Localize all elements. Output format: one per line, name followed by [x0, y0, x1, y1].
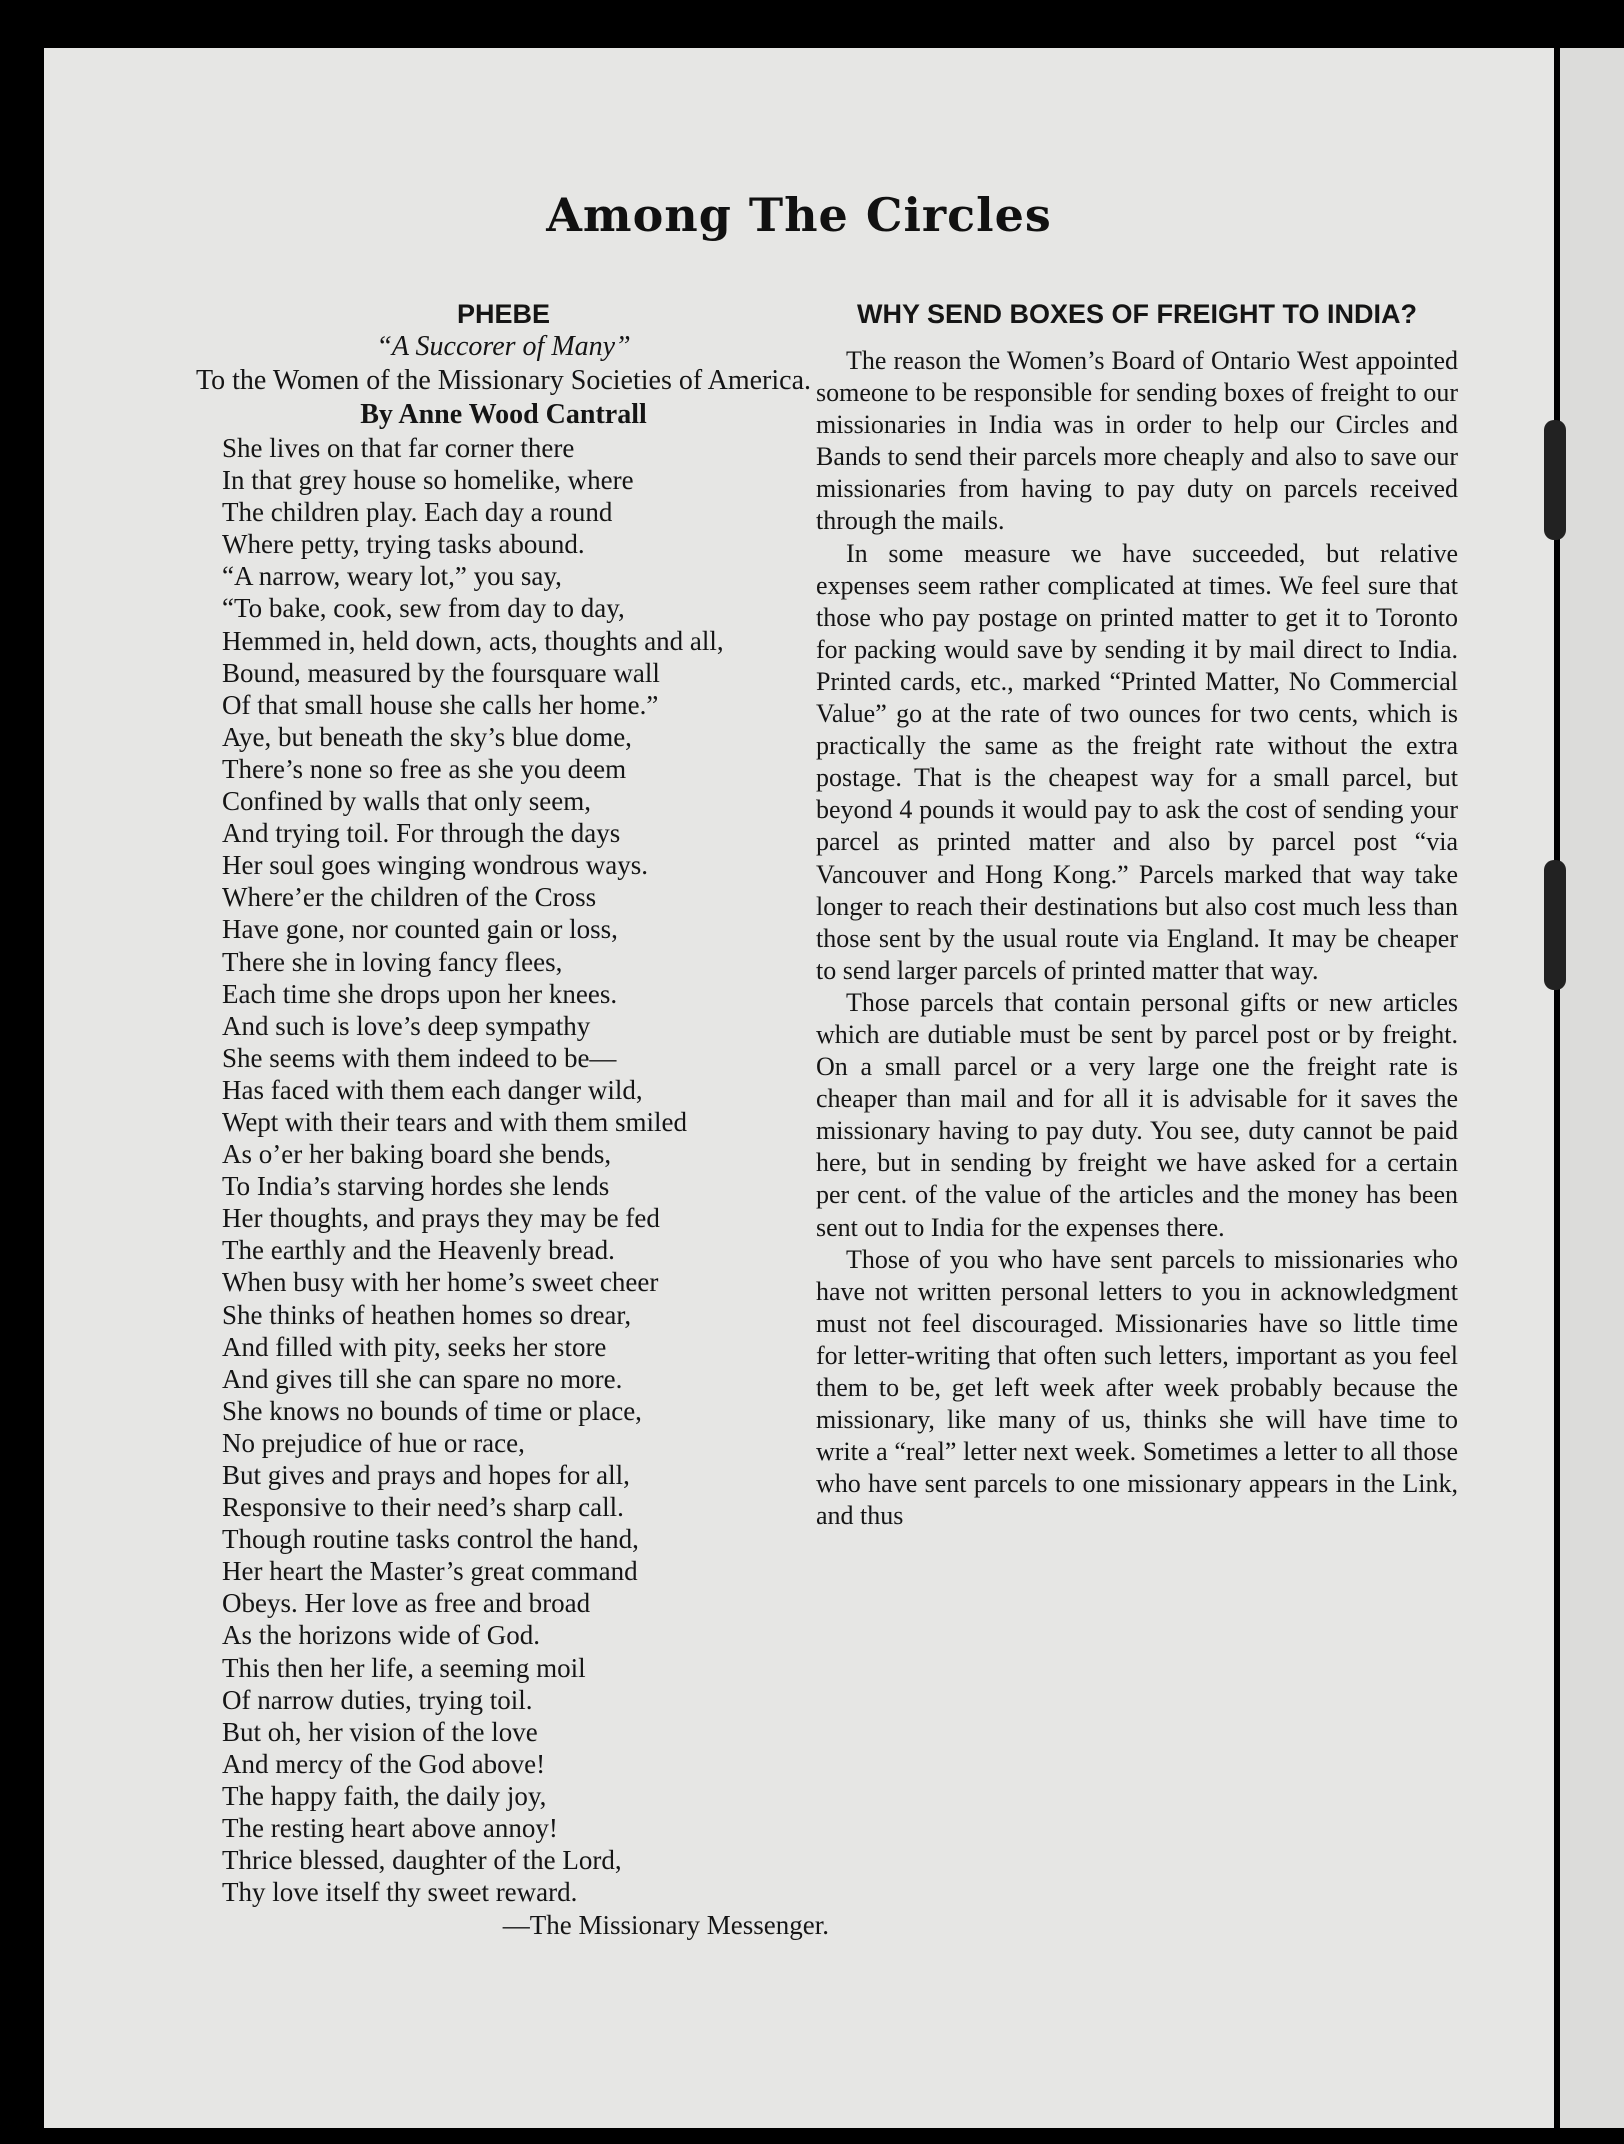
poem-line: Where’er the children of the Cross: [222, 882, 597, 913]
poem-line: And trying toil. For through the days: [222, 818, 621, 849]
poem-line: Confined by walls that only seem,: [222, 786, 591, 817]
poem-line: The happy faith, the daily joy,: [222, 1780, 547, 1811]
binding-mark: [1544, 860, 1566, 990]
poem-line: Thy love itself thy sweet reward.: [222, 1877, 578, 1908]
poem-line: Thrice blessed, daughter of the Lord,: [222, 1845, 622, 1876]
section-masthead: Among The Circles: [546, 188, 1052, 242]
poem-column: [176, 298, 831, 1942]
poem-line: And mercy of the God above!: [222, 1748, 546, 1779]
poem-line: Her heart the Master’s great command: [222, 1556, 638, 1587]
article-paragraph: Those parcels that contain personal gifts or new articles which are dutiable must be sent by parcel post or by freight. On a small parcel or a very large one the freight rate is cheaper than mail and for all it is advisable for it saves the missionary having to pay duty. You see, duty cannot be paid here, but in sending by freight we have asked for a certain per cent. of the value of the articles and the money has been sent out to India for the expenses there.: [816, 987, 1458, 1242]
poem-line: She lives on that far corner there: [222, 433, 575, 463]
poem-line: Her soul goes winging wondrous ways.: [222, 850, 648, 881]
adjacent-page-edge: [1560, 48, 1624, 2128]
poem-line: In that grey house so homelike, where: [222, 465, 634, 496]
article-paragraph: Those of you who have sent parcels to missionaries who have not written personal letters to you in acknowledgment must not feel discouraged. Missionaries have so little time for letter-writing that often such letters, important as you feel them to be, get left week after week probably because the missionary, like many of us, thinks she will have time to write a “real” letter next week. Sometimes a letter to all those who have sent parcels to one missionary appears in the Link, and thus: [816, 1244, 1458, 1531]
article-paragraph: The reason the Women’s Board of Ontario West appointed someone to be responsible for sending boxes of freight to our missionaries in India was in order to help our Circles and Bands to send their parcels more cheaply and also to save our missionaries from having to pay duty on parcels received through the mails.: [816, 346, 1458, 536]
poem-line: And such is love’s deep sympathy: [222, 1010, 591, 1041]
poem-line: She thinks of heathen homes so drear,: [222, 1299, 632, 1330]
article-title: WHY SEND BOXES OF FREIGHT TO INDIA?: [856, 299, 1418, 329]
poem-line: As the horizons wide of God.: [222, 1620, 540, 1651]
poem-line: No prejudice of hue or race,: [222, 1427, 525, 1458]
poem-line: Wept with their tears and with them smiled: [222, 1106, 687, 1137]
poem-lines: [176, 432, 831, 1908]
poem-line: But gives and prays and hopes for all,: [222, 1460, 630, 1490]
poem-line: She knows no bounds of time or place,: [222, 1395, 642, 1426]
poem-line: Bound, measured by the foursquare wall: [222, 657, 660, 688]
poem-line: As o’er her baking board she bends,: [222, 1139, 612, 1170]
poem-line: This then her life, a seeming moil: [222, 1652, 586, 1683]
poem-line: And gives till she can spare no more.: [222, 1363, 623, 1394]
article-column: [816, 298, 1458, 1532]
poem-dedication: To the Women of the Missionary Societies of America.: [195, 365, 812, 396]
binding-mark: [1544, 420, 1566, 540]
poem-line: To India’s starving hordes she lends: [222, 1171, 610, 1202]
poem-title: PHEBE: [456, 299, 551, 329]
poem-line: Of narrow duties, trying toil.: [222, 1684, 533, 1715]
poem-line: Responsive to their need’s sharp call.: [222, 1492, 624, 1523]
poem-line: “A narrow, weary lot,” you say,: [222, 561, 562, 592]
poem-line: And filled with pity, seeks her store: [222, 1331, 607, 1362]
poem-line: Though routine tasks control the hand,: [222, 1524, 639, 1555]
magazine-page: [44, 48, 1554, 2128]
poem-line: The earthly and the Heavenly bread.: [222, 1235, 615, 1266]
poem-line: She seems with them indeed to be—: [222, 1042, 617, 1073]
poem-line: There she in loving fancy flees,: [222, 946, 563, 977]
poem-line: “To bake, cook, sew from day to day,: [222, 593, 625, 624]
poem-line: Where petty, trying tasks abound.: [222, 529, 585, 560]
poem-line: Aye, but beneath the sky’s blue dome,: [222, 721, 632, 752]
poem-line: Obeys. Her love as free and broad: [222, 1588, 591, 1619]
poem-credit: —The Missionary Messenger.: [502, 1910, 829, 1941]
poem-line: But oh, her vision of the love: [222, 1716, 538, 1747]
poem-line: Has faced with them each danger wild,: [222, 1074, 643, 1105]
article-paragraph: In some measure we have succeeded, but relative expenses seem rather complicated at times. We feel sure that those who pay postage on printed matter to get it to Toronto for packing would save by sending it by mail direct to India. Printed cards, etc., marked “Printed Matter, No Commercial Value” go at the rate of two ounces for two cents, which is practically the same as the freight rate without the extra postage. That is the cheapest way for a small parcel, but beyond 4 pounds it would pay to ask the cost of sending your parcel as printed matter and also by parcel post “via Vancouver and Hong Kong.” Parcels marked that way take longer to reach their destinations but also cost much less than those sent by the usual route via England. It may be cheaper to send larger parcels of printed matter that way.: [816, 538, 1458, 985]
poem-line: There’s none so free as she you deem: [222, 753, 627, 784]
poem-line: The resting heart above annoy!: [222, 1813, 558, 1844]
poem-line: The children play. Each day a round: [222, 497, 613, 528]
article-body: [816, 345, 1458, 1532]
poem-subtitle: “A Succorer of Many”: [376, 331, 631, 362]
poem-line: Of that small house she calls her home.”: [222, 689, 659, 720]
poem-line: Hemmed in, held down, acts, thoughts and all,: [222, 625, 724, 656]
poem-line: Each time she drops upon her knees.: [222, 978, 618, 1009]
poem-line: When busy with her home’s sweet cheer: [222, 1267, 659, 1298]
poem-line: Have gone, nor counted gain or loss,: [222, 914, 618, 945]
poem-byline: By Anne Wood Cantrall: [360, 399, 647, 430]
poem-line: Her thoughts, and prays they may be fed: [222, 1203, 660, 1234]
